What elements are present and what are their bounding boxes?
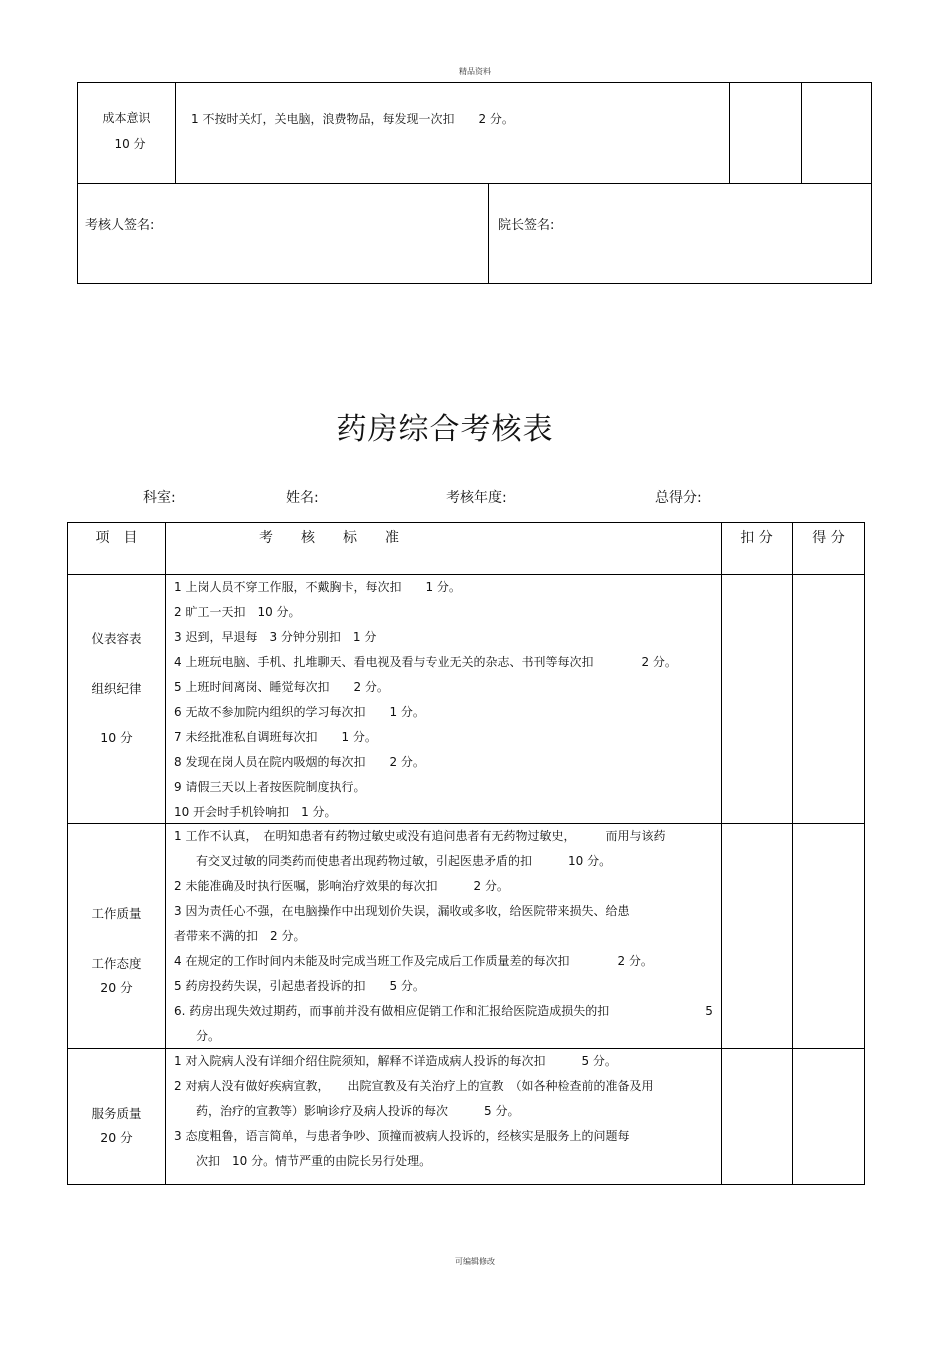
criterion-line: 2 对病人没有做好疾病宣教， 出院宣教及有关治疗上的宣教 （如各种检查前的准备及用 — [174, 1079, 654, 1093]
section-1-category-line-2: 组织纪律 — [91, 681, 142, 696]
header-score: 得 分 — [812, 530, 845, 546]
header-criteria: 考 核 标 准 — [259, 530, 399, 546]
divider — [175, 83, 176, 183]
assessment-table — [67, 522, 865, 1185]
criterion-line: 4 在规定的工作时间内未能及时完成当班工作及完成后工作质量差的每次扣 2 分。 — [174, 954, 653, 968]
divider — [721, 523, 722, 1184]
header-item: 项 目 — [95, 530, 138, 546]
department-label: 科室: — [143, 490, 176, 506]
cost-category-label: 成本意识 — [102, 111, 151, 125]
section-1-category-points: 10 分 — [100, 730, 133, 745]
criterion-line: 1 对入院病人没有详细介绍住院须知，解释不详造成病人投诉的每次扣 5 分。 — [174, 1054, 617, 1068]
section-2-category-points: 20 分 — [100, 980, 133, 995]
criterion-line: 3 因为责任心不强，在电脑操作中出现划价失误，漏收或多收，给医院带来损失、给患 — [174, 904, 630, 918]
criterion-line: 次扣 10 分。情节严重的由院长另行处理。 — [196, 1154, 432, 1168]
criterion-line: 1 上岗人员不穿工作服，不戴胸卡，每次扣 1 分。 — [174, 580, 461, 594]
header-deduct: 扣 分 — [740, 530, 773, 546]
criterion-line: 7 未经批准私自调班每次扣 1 分。 — [174, 730, 377, 744]
divider — [488, 183, 489, 283]
year-label: 考核年度: — [446, 490, 507, 506]
criterion-line: 者带来不满的扣 2 分。 — [174, 929, 306, 943]
section-2-category-line-2: 工作态度 — [91, 956, 142, 971]
divider — [165, 523, 166, 1184]
section-2-criteria — [174, 824, 713, 1049]
header-note: 精品资料 — [459, 67, 491, 76]
cost-criterion: 1 不按时关灯，关电脑，浪费物品，每发现一次扣 2 分。 — [191, 112, 514, 126]
criterion-line: 4 上班玩电脑、手机、扎堆聊天、看电视及看与专业无关的杂志、书刊等每次扣 2 分。 — [174, 655, 677, 669]
name-label: 姓名: — [286, 490, 319, 506]
divider — [792, 523, 793, 1184]
top-table — [77, 82, 872, 284]
section-1-criteria — [174, 575, 677, 825]
section-3-category-points: 20 分 — [100, 1130, 133, 1145]
section-3-criteria — [174, 1049, 653, 1174]
criterion-line: 3 态度粗鲁，语言简单，与患者争吵、顶撞而被病人投诉的，经核实是服务上的问题每 — [174, 1129, 630, 1143]
criterion-line: 2 旷工一天扣 10 分。 — [174, 605, 301, 619]
footer-note: 可编辑修改 — [455, 1257, 495, 1266]
total-score-label: 总得分: — [655, 490, 702, 506]
criterion-line: 9 请假三天以上者按医院制度执行。 — [174, 780, 366, 794]
section-1-category-line-1: 仪表容表 — [91, 631, 142, 646]
criterion-line: 10 开会时手机铃响扣 1 分。 — [174, 805, 337, 819]
criterion-line: 2 未能准确及时执行医嘱，影响治疗效果的每次扣 2 分。 — [174, 879, 509, 893]
divider — [78, 183, 871, 184]
director-signature-label: 院长签名: — [498, 218, 555, 233]
section-2-category-line-1: 工作质量 — [91, 906, 142, 921]
form-title: 药房综合考核表 — [336, 412, 554, 447]
divider — [729, 83, 730, 183]
criterion-line: 分。 — [196, 1029, 221, 1043]
criterion-line: 有交叉过敏的同类药而使患者出现药物过敏，引起医患矛盾的扣 10 分。 — [196, 854, 612, 868]
criterion-line: 6. 药房出现失效过期药，而事前并没有做相应促销工作和汇报给医院造成损失的扣 5 — [174, 1004, 713, 1018]
criterion-line: 药，治疗的宣教等）影响诊疗及病人投诉的每次 5 分。 — [196, 1104, 520, 1118]
section-3-category-line-1: 服务质量 — [91, 1106, 142, 1121]
criterion-line: 1 工作不认真， 在明知患者有药物过敏史或没有追问患者有无药物过敏史， 而用与该药 — [174, 829, 666, 843]
criterion-line: 5 药房投药失误，引起患者投诉的扣 5 分。 — [174, 979, 425, 993]
criterion-line: 3 迟到，早退每 3 分钟分别扣 1 分 — [174, 630, 377, 644]
assessor-signature-label: 考核人签名: — [85, 218, 155, 233]
criterion-line: 6 无故不参加院内组织的学习每次扣 1 分。 — [174, 705, 425, 719]
divider — [801, 83, 802, 183]
cost-category-points: 10 分 — [114, 137, 146, 151]
criterion-line: 8 发现在岗人员在院内吸烟的每次扣 2 分。 — [174, 755, 425, 769]
criterion-line: 5 上班时间离岗、睡觉每次扣 2 分。 — [174, 680, 389, 694]
